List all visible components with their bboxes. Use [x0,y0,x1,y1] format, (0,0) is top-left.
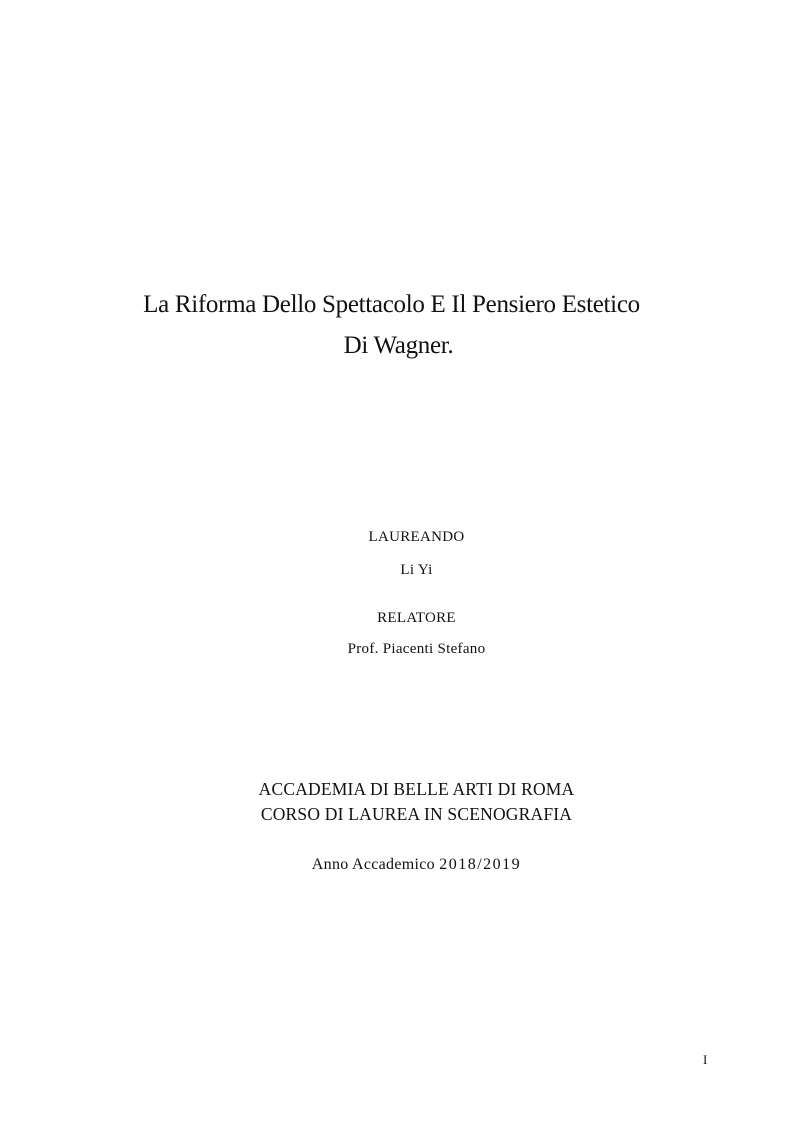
thesis-title-line-2: Di Wagner. [343,332,454,359]
course-name: CORSO DI LAUREA IN SCENOGRAFIA [260,804,573,824]
thesis-title-line-1: La Riforma Dello Spettacolo E Il Pensiero Estetico [143,291,640,318]
institution-name: ACCADEMIA DI BELLE ARTI DI ROMA [258,779,575,799]
academic-year [20,857,793,873]
laureando-name: Li Yi [400,562,433,578]
relatore-label: RELATORE [377,610,456,626]
page-number: I [703,1052,708,1067]
academic-year-value: 2018/2019 [439,856,522,873]
laureando-label: LAUREANDO [368,529,465,545]
relatore-name: Prof. Piacenti Stefano [347,641,486,657]
academic-year-label: Anno Accademico [311,856,435,873]
